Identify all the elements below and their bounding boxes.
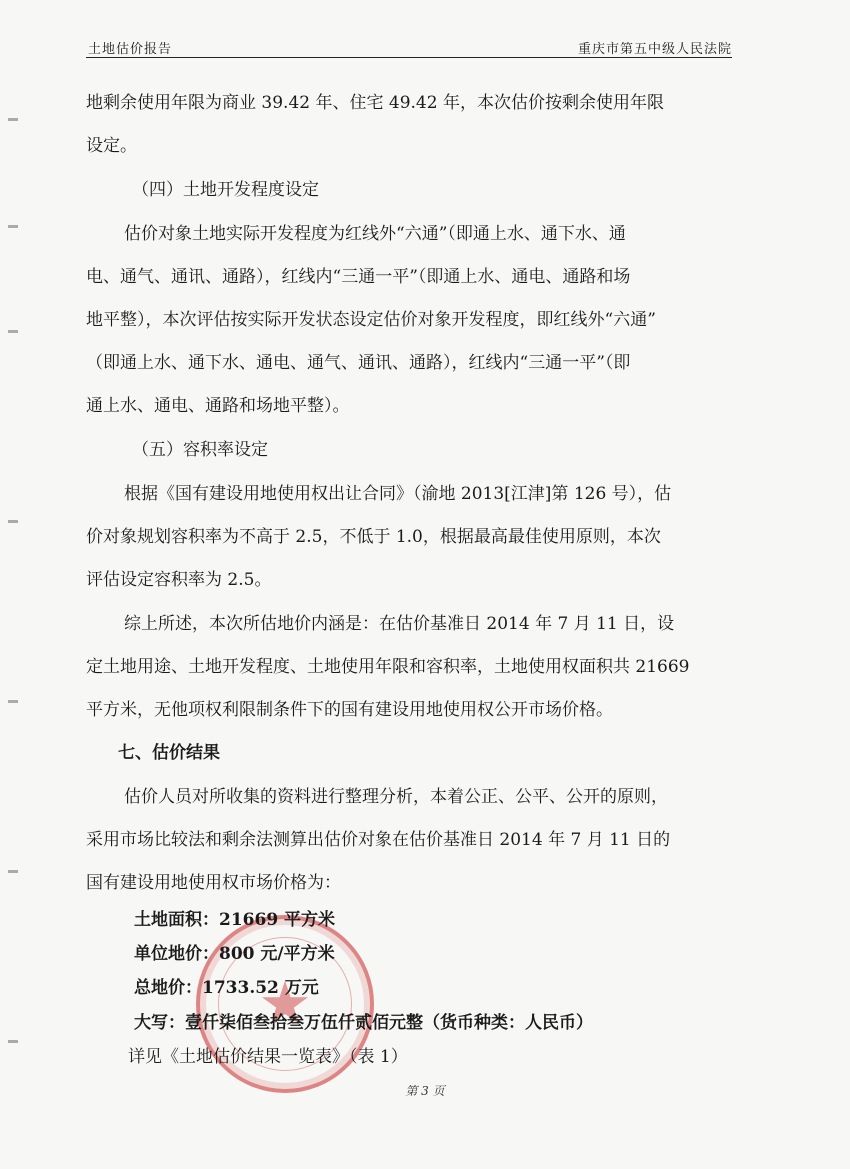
total-price-value: 总地价：1733.52 万元: [134, 978, 319, 998]
paragraph-line: 定土地用途、土地开发程度、土地使用年限和容积率，土地使用权面积共 21669: [86, 657, 690, 677]
section-heading: （五）容积率设定: [132, 440, 268, 460]
header-divider: [86, 57, 732, 58]
paragraph-line: 通上水、通电、通路和场地平整）。: [86, 396, 350, 416]
header-left: 土地估价报告: [88, 42, 173, 57]
binding-mark: [8, 700, 18, 703]
paragraph-line: 估价人员对所收集的资料进行整理分析，本着公正、公平、公开的原则，: [124, 787, 668, 807]
land-area-value: 土地面积：21669 平方米: [134, 910, 336, 930]
paragraph-line: 平方米，无他项权利限制条件下的国有建设用地使用权公开市场价格。: [86, 700, 613, 720]
paragraph-line: 国有建设用地使用权市场价格为：: [86, 873, 341, 893]
paragraph-line: 价对象规划容积率为不高于 2.5，不低于 1.0，根据最高最佳使用原则，本次: [86, 527, 661, 547]
paragraph-line: 综上所述，本次所估地价内涵是：在估价基准日 2014 年 7 月 11 日，设: [124, 614, 675, 634]
section-heading: 七、估价结果: [118, 743, 220, 763]
table-reference: 详见《土地估价结果一览表》（表 1）: [128, 1047, 408, 1067]
binding-mark: [8, 118, 18, 121]
capital-amount-value: 大写：壹仟柒佰叁拾叁万伍仟贰佰元整（货币种类：人民币）: [134, 1013, 593, 1033]
section-heading: （四）土地开发程度设定: [132, 180, 319, 200]
binding-mark: [8, 1040, 18, 1043]
binding-mark: [8, 330, 18, 333]
paragraph-line: 估价对象土地实际开发程度为红线外“六通”（即通上水、通下水、通: [124, 224, 626, 244]
paragraph-line: 地平整），本次评估按实际开发状态设定估价对象开发程度，即红线外“六通”: [86, 310, 656, 330]
binding-mark: [8, 520, 18, 523]
page-number: 第 3 页: [405, 1084, 445, 1098]
binding-mark: [8, 870, 18, 873]
seal-star-icon: ★: [258, 969, 312, 1039]
binding-mark: [8, 225, 18, 228]
paragraph-line: 电、通气、通讯、通路），红线内“三通一平”（即通上水、通电、通路和场: [86, 267, 631, 287]
paragraph-line: 采用市场比较法和剩余法测算出估价对象在估价基准日 2014 年 7 月 11 日的: [86, 830, 671, 850]
header-right: 重庆市第五中级人民法院: [577, 42, 732, 57]
paragraph-line: 设定。: [86, 136, 137, 156]
paragraph-line: 地剩余使用年限为商业 39.42 年、住宅 49.42 年，本次估价按剩余使用年限: [86, 93, 664, 113]
paragraph-line: 根据《国有建设用地使用权出让合同》（渝地 2013[江津]第 126 号），估: [124, 484, 672, 504]
paragraph-line: 评估设定容积率为 2.5。: [86, 570, 272, 590]
paragraph-line: （即通上水、通下水、通电、通气、通讯、通路），红线内“三通一平”（即: [86, 353, 631, 373]
unit-price-value: 单位地价：800 元/平方米: [134, 944, 335, 964]
